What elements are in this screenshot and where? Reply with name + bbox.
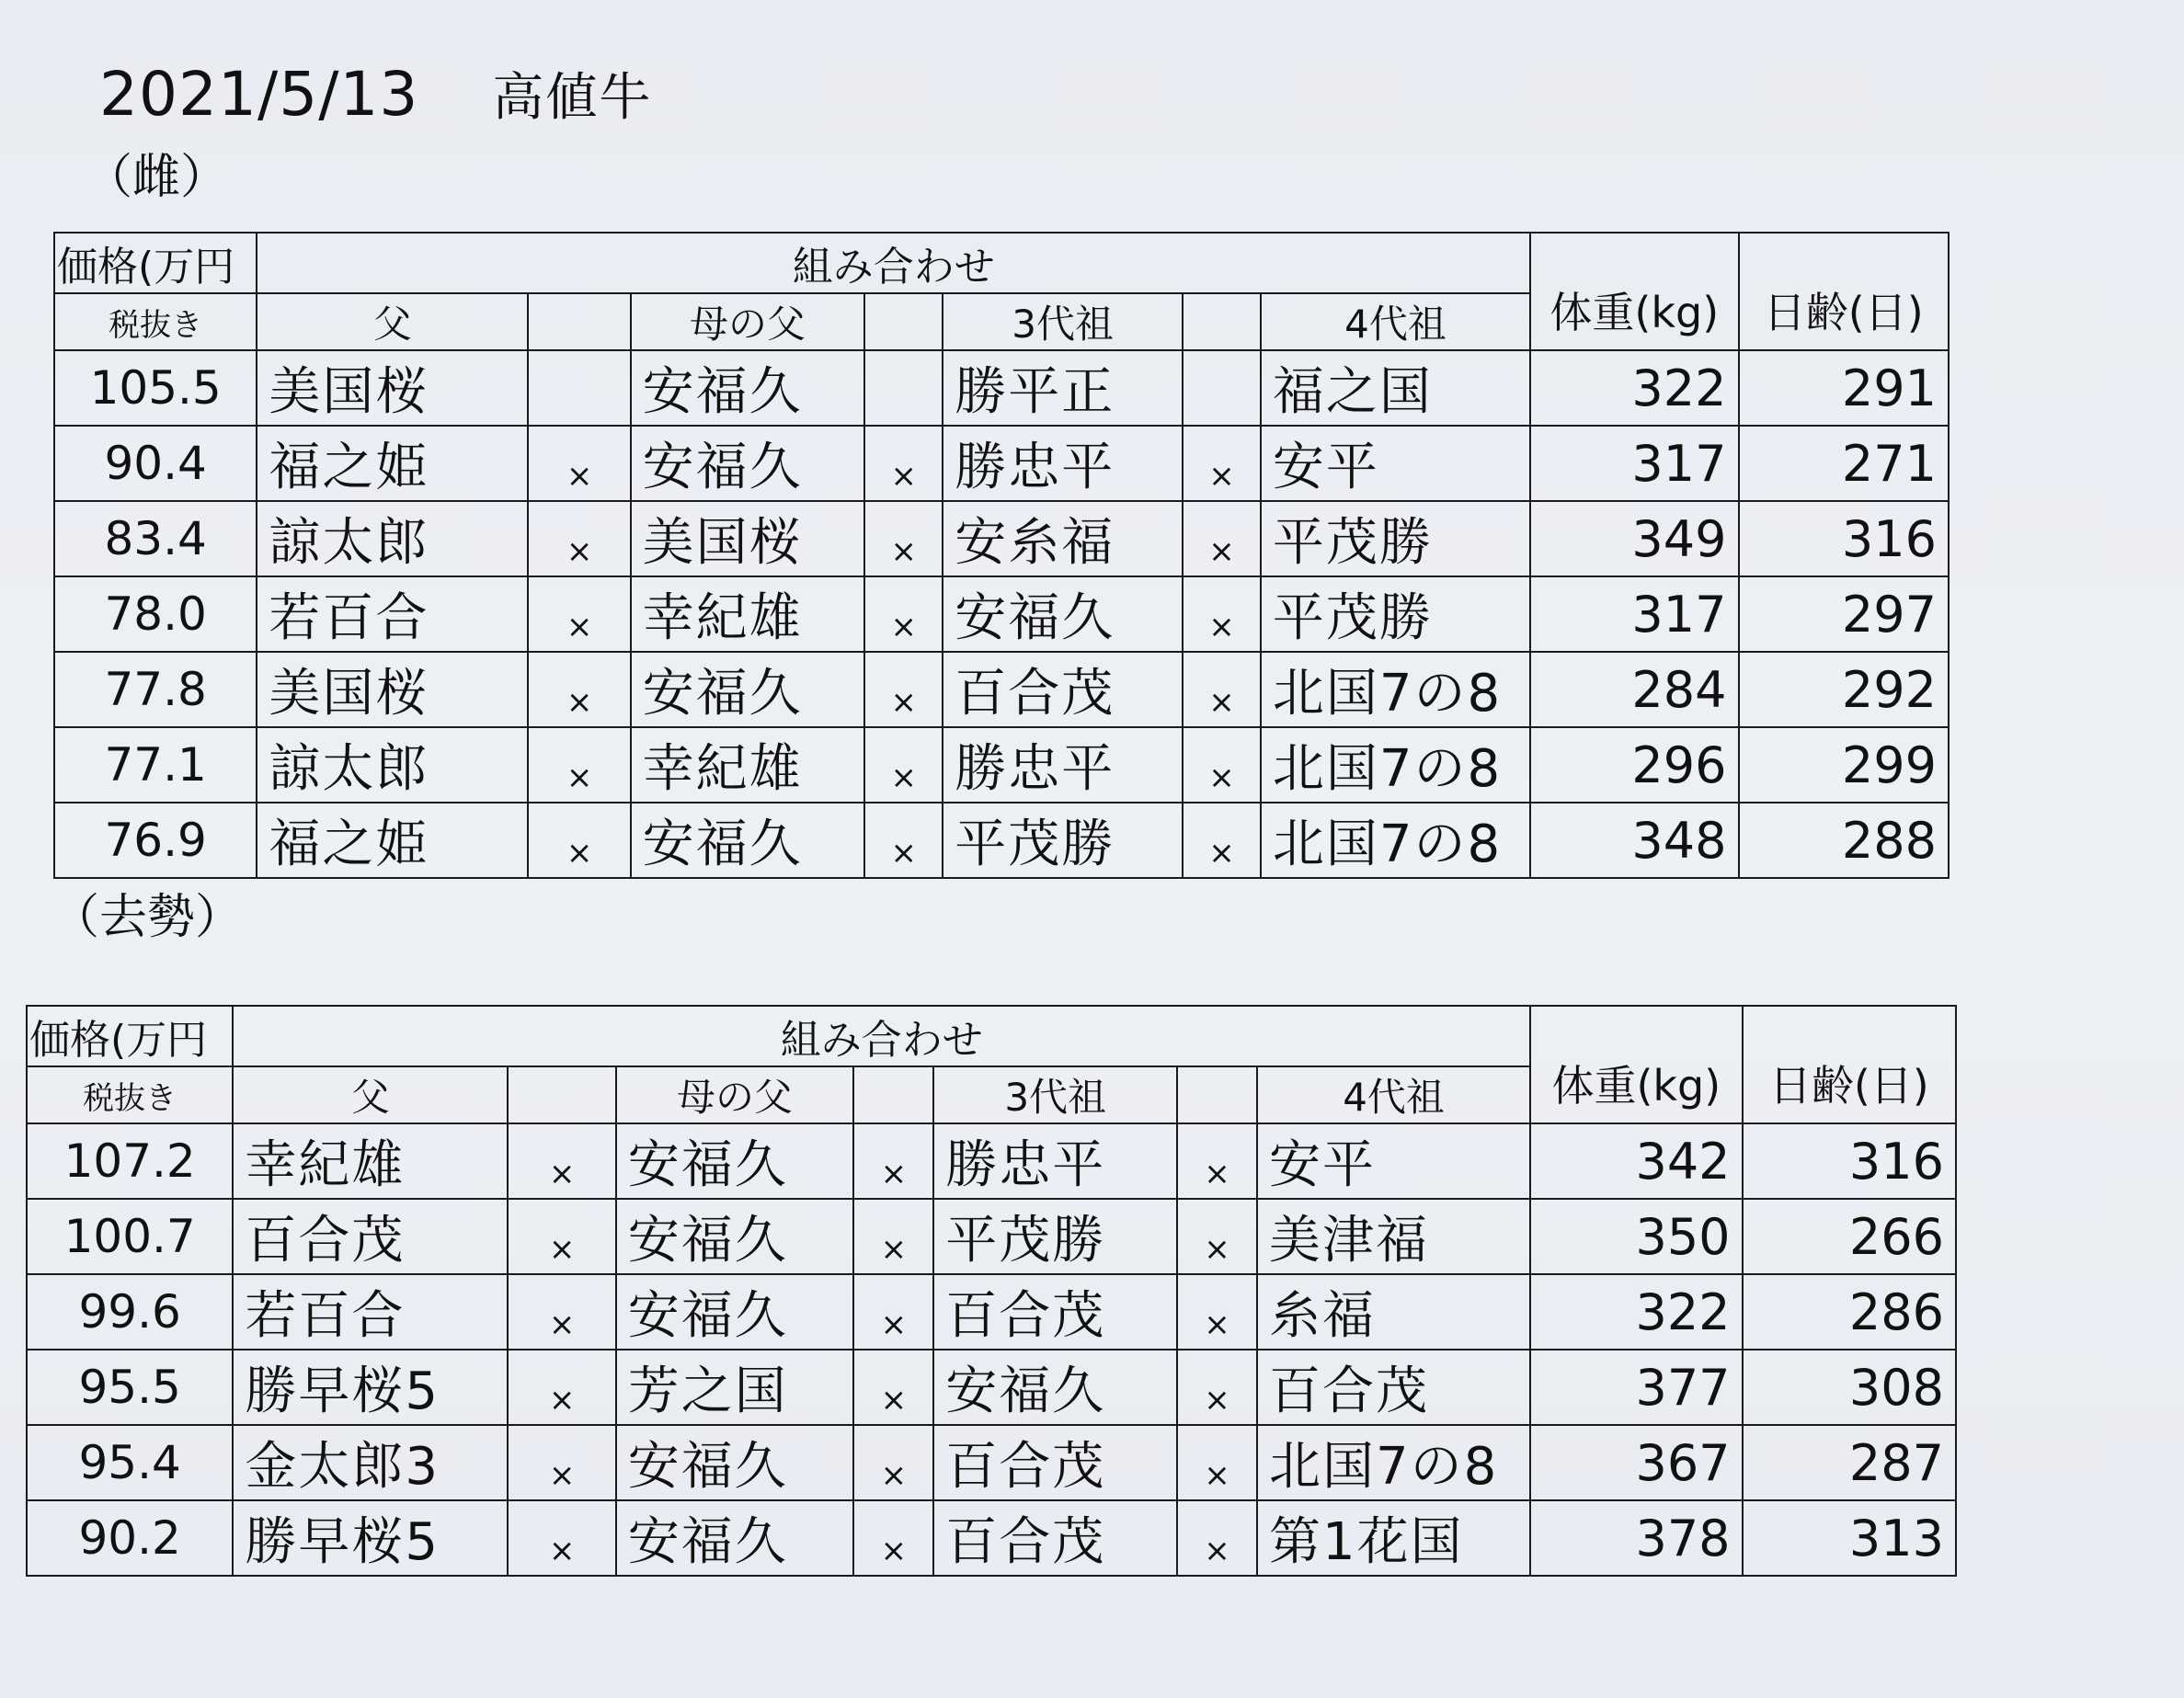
age-cell: 297 (1739, 576, 1950, 652)
cross-mark: × (508, 1425, 615, 1500)
price-cell: 77.8 (54, 652, 257, 727)
cross-mark: × (853, 1500, 933, 1576)
age-cell: 271 (1739, 426, 1950, 501)
section-label-female: （雌） (85, 150, 229, 205)
price-cell: 95.5 (27, 1350, 233, 1425)
header-tax-excluded: 税抜き (27, 1066, 233, 1123)
table-row (27, 1500, 1956, 1576)
header-spacer (1177, 1066, 1257, 1123)
header-spacer (508, 1066, 615, 1123)
age-cell: 287 (1743, 1425, 1956, 1500)
sire-cell: 若百合 (233, 1274, 508, 1350)
cross-mark: × (1183, 501, 1261, 576)
cross-mark: × (1177, 1123, 1257, 1199)
dam-sire-cell: 幸紀雄 (631, 576, 865, 652)
table-row (27, 1199, 1956, 1274)
cross-mark: × (528, 652, 630, 727)
gen4-cell: 糸福 (1257, 1274, 1530, 1350)
cross-mark: × (528, 501, 630, 576)
dam-sire-cell: 安福久 (631, 426, 865, 501)
header-dam-sire: 母の父 (616, 1066, 854, 1123)
gen3-cell: 勝忠平 (933, 1123, 1177, 1199)
sire-cell: 福之姫 (257, 803, 528, 878)
dam-sire-cell: 美国桜 (631, 501, 865, 576)
header-gen4: 4代祖 (1261, 293, 1530, 350)
gen4-cell: 安平 (1257, 1123, 1530, 1199)
dam-sire-cell: 安福久 (616, 1500, 854, 1576)
cross-mark: × (864, 501, 943, 576)
cross-mark: × (1183, 652, 1261, 727)
cross-mark: × (528, 727, 630, 803)
dam-sire-cell: 安福久 (631, 652, 865, 727)
sire-cell: 幸紀雄 (233, 1123, 508, 1199)
age-cell: 308 (1743, 1350, 1956, 1425)
sire-cell: 諒太郎 (257, 727, 528, 803)
dam-sire-cell: 安福久 (616, 1425, 854, 1500)
cross-mark: × (1183, 727, 1261, 803)
weight-cell: 377 (1530, 1350, 1742, 1425)
cross-mark: × (1177, 1425, 1257, 1500)
price-cell: 76.9 (54, 803, 257, 878)
cross-mark (864, 350, 943, 426)
gen3-cell: 安福久 (933, 1350, 1177, 1425)
weight-cell: 349 (1530, 501, 1738, 576)
weight-cell: 342 (1530, 1123, 1742, 1199)
table-row (54, 727, 1949, 803)
price-cell: 83.4 (54, 501, 257, 576)
gen4-cell: 第1花国 (1257, 1500, 1530, 1576)
sire-cell: 百合茂 (233, 1199, 508, 1274)
age-cell: 299 (1739, 727, 1950, 803)
weight-cell: 296 (1530, 727, 1738, 803)
sire-cell: 美国桜 (257, 652, 528, 727)
cross-mark: × (853, 1425, 933, 1500)
price-cell: 105.5 (54, 350, 257, 426)
cross-mark: × (864, 803, 943, 878)
price-cell: 90.4 (54, 426, 257, 501)
age-cell: 313 (1743, 1500, 1956, 1576)
cross-mark: × (528, 803, 630, 878)
title-label: 高値牛 (492, 68, 653, 128)
cross-mark: × (508, 1274, 615, 1350)
gen4-cell: 平茂勝 (1261, 576, 1530, 652)
table-row (54, 652, 1949, 727)
sire-cell: 若百合 (257, 576, 528, 652)
dam-sire-cell: 芳之国 (616, 1350, 854, 1425)
header-row (27, 1006, 1956, 1066)
header-gen3: 3代祖 (933, 1066, 1177, 1123)
table-body (27, 1006, 1956, 1576)
header-combination: 組み合わせ (257, 233, 1530, 293)
sire-cell: 金太郎3 (233, 1425, 508, 1500)
header-spacer (853, 1066, 933, 1123)
header-spacer (528, 293, 630, 350)
age-cell: 266 (1743, 1199, 1956, 1274)
weight-cell: 348 (1530, 803, 1738, 878)
gen3-cell: 安福久 (943, 576, 1183, 652)
gen3-cell: 平茂勝 (943, 803, 1183, 878)
cross-mark: × (1177, 1274, 1257, 1350)
table-row (27, 1274, 1956, 1350)
cross-mark (1183, 350, 1261, 426)
cross-mark: × (528, 576, 630, 652)
cross-mark: × (1183, 426, 1261, 501)
price-cell: 100.7 (27, 1199, 233, 1274)
gen4-cell: 百合茂 (1257, 1350, 1530, 1425)
gen3-cell: 勝忠平 (943, 426, 1183, 501)
header-weight: 体重(kg) (1530, 1006, 1742, 1123)
dam-sire-cell: 安福久 (631, 350, 865, 426)
dam-sire-cell: 安福久 (616, 1199, 854, 1274)
table-row (54, 426, 1949, 501)
cross-mark: × (508, 1123, 615, 1199)
age-cell: 316 (1743, 1123, 1956, 1199)
sire-cell: 美国桜 (257, 350, 528, 426)
cross-mark: × (528, 426, 630, 501)
price-cell: 77.1 (54, 727, 257, 803)
age-cell: 316 (1739, 501, 1950, 576)
header-age: 日齢(日) (1743, 1006, 1956, 1123)
age-cell: 286 (1743, 1274, 1956, 1350)
gen3-cell: 勝忠平 (943, 727, 1183, 803)
gen4-cell: 北国7の8 (1261, 727, 1530, 803)
section-label-steer: （去勢） (51, 890, 244, 945)
gen4-cell: 北国7の8 (1261, 652, 1530, 727)
table-row (54, 576, 1949, 652)
gen4-cell: 北国7の8 (1257, 1425, 1530, 1500)
gen3-cell: 百合茂 (933, 1274, 1177, 1350)
header-sire: 父 (233, 1066, 508, 1123)
gen3-cell: 百合茂 (933, 1425, 1177, 1500)
cross-mark: × (864, 426, 943, 501)
gen4-cell: 安平 (1261, 426, 1530, 501)
age-cell: 288 (1739, 803, 1950, 878)
cross-mark: × (1183, 576, 1261, 652)
cross-mark: × (853, 1199, 933, 1274)
dam-sire-cell: 安福久 (616, 1123, 854, 1199)
cross-mark: × (1177, 1500, 1257, 1576)
header-tax-excluded: 税抜き (54, 293, 257, 350)
gen3-cell: 平茂勝 (933, 1199, 1177, 1274)
cross-mark: × (1177, 1199, 1257, 1274)
weight-cell: 317 (1530, 426, 1738, 501)
header-sire: 父 (257, 293, 528, 350)
cross-mark: × (508, 1500, 615, 1576)
weight-cell: 378 (1530, 1500, 1742, 1576)
sire-cell: 福之姫 (257, 426, 528, 501)
table-row (54, 350, 1949, 426)
header-gen3: 3代祖 (943, 293, 1183, 350)
age-cell: 291 (1739, 350, 1950, 426)
gen4-cell: 北国7の8 (1261, 803, 1530, 878)
header-weight: 体重(kg) (1530, 233, 1738, 350)
cross-mark: × (853, 1350, 933, 1425)
cross-mark: × (864, 652, 943, 727)
gen3-cell: 勝平正 (943, 350, 1183, 426)
cross-mark: × (1183, 803, 1261, 878)
dam-sire-cell: 安福久 (631, 803, 865, 878)
cross-mark: × (853, 1274, 933, 1350)
header-combination: 組み合わせ (233, 1006, 1530, 1066)
header-gen4: 4代祖 (1257, 1066, 1530, 1123)
table-row (54, 501, 1949, 576)
price-table-steer (26, 1005, 1957, 1577)
table-row (27, 1425, 1956, 1500)
header-spacer (864, 293, 943, 350)
cross-mark: × (864, 727, 943, 803)
table-body (54, 233, 1949, 878)
cross-mark (528, 350, 630, 426)
table-row (27, 1123, 1956, 1199)
price-cell: 95.4 (27, 1425, 233, 1500)
sire-cell: 勝早桜5 (233, 1350, 508, 1425)
gen4-cell: 美津福 (1257, 1199, 1530, 1274)
header-price: 価格(万円 (54, 233, 257, 293)
age-cell: 292 (1739, 652, 1950, 727)
gen4-cell: 福之国 (1261, 350, 1530, 426)
cross-mark: × (508, 1199, 615, 1274)
price-cell: 99.6 (27, 1274, 233, 1350)
cross-mark: × (508, 1350, 615, 1425)
price-cell: 107.2 (27, 1123, 233, 1199)
weight-cell: 322 (1530, 1274, 1742, 1350)
weight-cell: 284 (1530, 652, 1738, 727)
cross-mark: × (864, 576, 943, 652)
weight-cell: 322 (1530, 350, 1738, 426)
price-table-female (53, 232, 1950, 879)
weight-cell: 367 (1530, 1425, 1742, 1500)
header-row (54, 233, 1949, 293)
gen3-cell: 百合茂 (943, 652, 1183, 727)
price-cell: 90.2 (27, 1500, 233, 1576)
gen3-cell: 安糸福 (943, 501, 1183, 576)
date-label: 2021/5/13 (99, 59, 419, 130)
cross-mark: × (853, 1123, 933, 1199)
gen4-cell: 平茂勝 (1261, 501, 1530, 576)
weight-cell: 317 (1530, 576, 1738, 652)
page-title (99, 57, 652, 131)
sire-cell: 諒太郎 (257, 501, 528, 576)
header-age: 日齢(日) (1739, 233, 1950, 350)
header-dam-sire: 母の父 (631, 293, 865, 350)
header-spacer (1183, 293, 1261, 350)
gen3-cell: 百合茂 (933, 1500, 1177, 1576)
dam-sire-cell: 安福久 (616, 1274, 854, 1350)
weight-cell: 350 (1530, 1199, 1742, 1274)
dam-sire-cell: 幸紀雄 (631, 727, 865, 803)
sire-cell: 勝早桜5 (233, 1500, 508, 1576)
cross-mark: × (1177, 1350, 1257, 1425)
table-row (54, 803, 1949, 878)
header-price: 価格(万円 (27, 1006, 233, 1066)
table-row (27, 1350, 1956, 1425)
price-cell: 78.0 (54, 576, 257, 652)
